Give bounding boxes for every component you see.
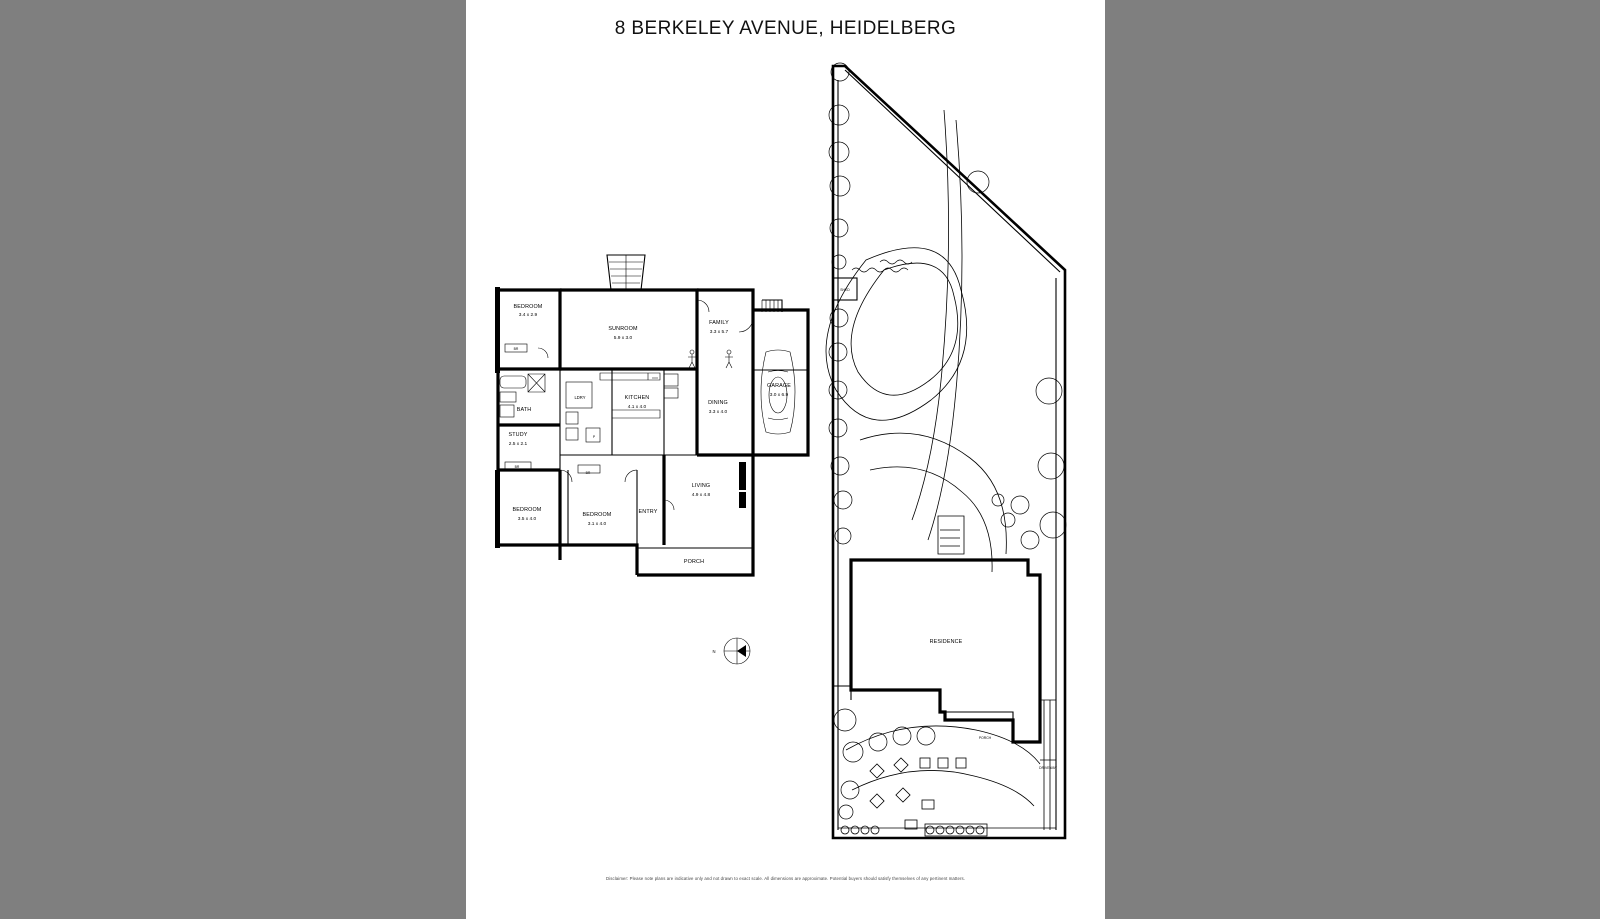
- room-dim: 2.5 x 2.1: [508, 442, 528, 447]
- area-label-ldry: LDRY: [574, 395, 586, 400]
- room-dim: 4.9 x 4.8: [691, 493, 711, 498]
- compass-label: N: [712, 649, 716, 654]
- room-dim: 3.1 x 4.0: [587, 522, 607, 527]
- room-labels: [508, 304, 791, 565]
- site-label-residence: RESIDENCE: [929, 639, 963, 645]
- disclaimer-text: Disclaimer: Please note plans are indicative only and not drawn to exact scale. All dimensions are approximate. Potential buyers should satisfy themselves of any pertinent matters.: [605, 876, 966, 881]
- area-label-br: BR: [514, 465, 520, 469]
- area-label-br: BR: [513, 347, 519, 351]
- fixtures: [500, 300, 795, 510]
- room-label: BEDROOM: [513, 304, 543, 310]
- room-label: BEDROOM: [582, 512, 612, 518]
- room-dim: 3.4 x 2.9: [518, 313, 538, 318]
- room-dim: 3.3 x 5.7: [709, 330, 729, 335]
- site-label-porch: PORCH: [978, 736, 992, 740]
- site-plan: [826, 63, 1066, 838]
- room-label: DINING: [708, 400, 728, 406]
- room-dim: 3.0 x 6.9: [769, 393, 789, 398]
- area-label-entry: ENTRY: [638, 509, 658, 515]
- room-dim: 3.3 x 4.0: [708, 410, 728, 415]
- room-dim: 4.1 x 4.0: [627, 405, 647, 410]
- area-label-bath: BATH: [516, 407, 532, 413]
- area-label-pantry: P: [592, 435, 596, 439]
- page-title: 8 BERKELEY AVENUE, HEIDELBERG: [614, 18, 957, 39]
- room-dim: 5.9 x 3.0: [613, 336, 633, 341]
- person-icon: [688, 350, 696, 368]
- floorplan-page: [466, 0, 1105, 919]
- room-label: BEDROOM: [512, 507, 542, 513]
- house-walls: [495, 255, 808, 575]
- room-label: GARAGE: [767, 383, 791, 389]
- area-label-br: BR: [585, 471, 591, 475]
- room-label: SUNROOM: [608, 326, 638, 332]
- room-dim: 3.5 x 4.0: [517, 517, 537, 522]
- room-label: LIVING: [691, 483, 711, 489]
- site-label-shed: SHED: [840, 288, 850, 292]
- room-label: STUDY: [508, 432, 528, 438]
- area-label-porch: PORCH: [683, 559, 705, 565]
- room-label: KITCHEN: [624, 395, 650, 401]
- room-label: FAMILY: [709, 320, 729, 326]
- compass-rose: [712, 638, 750, 664]
- plan-drawing: [466, 0, 1105, 919]
- car-icon: [761, 350, 795, 434]
- person-icon-2: [725, 350, 733, 368]
- site-label-driveway: DRIVEWAY: [1039, 766, 1057, 770]
